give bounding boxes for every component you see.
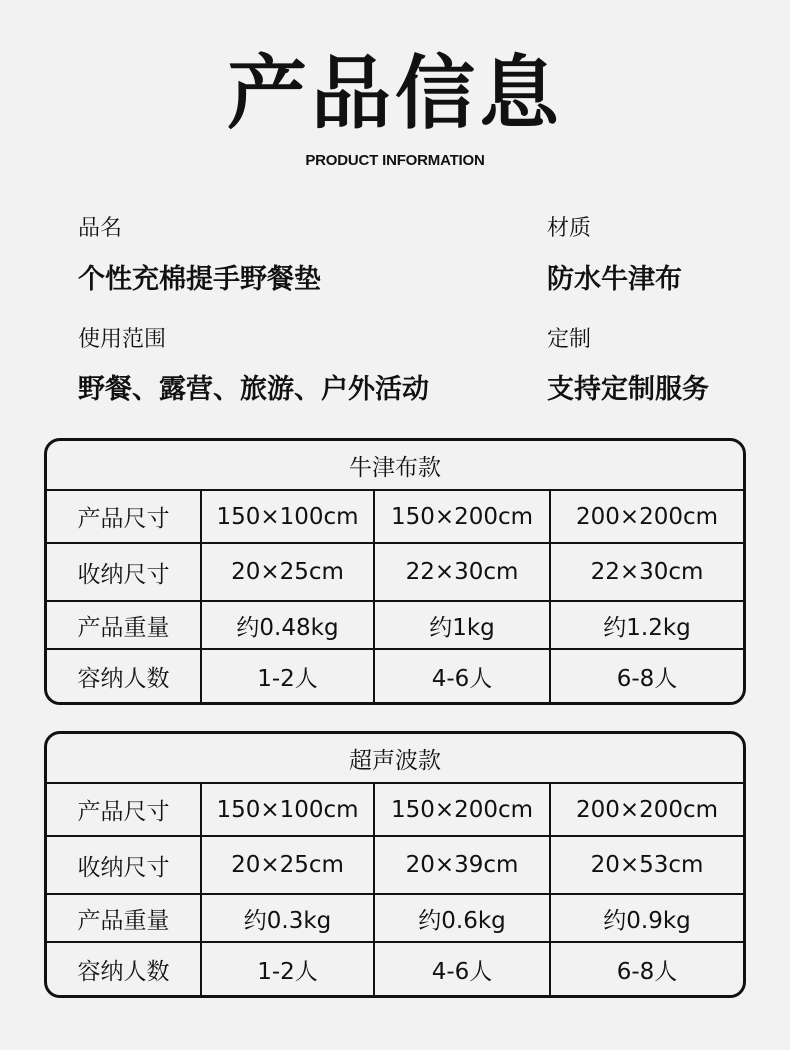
material-value: 防水牛津布 [547,264,682,295]
table-cell: 22×30cm [374,543,550,601]
table-cell: 22×30cm [550,543,743,601]
table-row [47,894,743,942]
table-cell: 约0.48kg [201,601,374,649]
table-caption: 牛津布款 [47,441,743,490]
row-label: 产品尺寸 [47,490,201,543]
row-label: 容纳人数 [47,942,201,995]
row-label: 产品重量 [47,601,201,649]
table-cell: 150×200cm [374,783,550,836]
table-cell: 约0.6kg [374,894,550,942]
product-name-label: 品名 [78,216,123,241]
table-cell: 1-2人 [201,942,374,995]
customization-label: 定制 [547,327,592,352]
table-row [47,783,743,836]
table-row [47,942,743,995]
customization-value: 支持定制服务 [547,374,709,405]
table-cell: 150×200cm [374,490,550,543]
usage-label: 使用范围 [78,327,167,352]
table-cell: 6-8人 [550,942,743,995]
row-label: 收纳尺寸 [47,543,201,601]
table-cell: 200×200cm [550,490,743,543]
table-cell: 约1.2kg [550,601,743,649]
page-title: 产品信息 [227,47,563,140]
row-label: 容纳人数 [47,649,201,702]
usage-value: 野餐、露营、旅游、户外活动 [78,374,429,405]
spec-table-oxford [44,438,746,705]
table-cell: 1-2人 [201,649,374,702]
row-label: 产品尺寸 [47,783,201,836]
table-row [47,543,743,601]
spec-table-ultrasonic [44,731,746,998]
page-subtitle: PRODUCT INFORMATION [305,152,485,169]
table-row [47,601,743,649]
table-cell: 4-6人 [374,942,550,995]
table-cell: 20×53cm [550,836,743,894]
table-row [47,649,743,702]
product-name-value: 个性充棉提手野餐垫 [78,264,321,295]
table-cell: 6-8人 [550,649,743,702]
table-cell: 20×39cm [374,836,550,894]
table-cell: 约1kg [374,601,550,649]
table-cell: 200×200cm [550,783,743,836]
table-cell: 4-6人 [374,649,550,702]
row-label: 收纳尺寸 [47,836,201,894]
material-label: 材质 [547,216,592,241]
table-cell: 20×25cm [201,836,374,894]
row-label: 产品重量 [47,894,201,942]
table-cell: 20×25cm [201,543,374,601]
table-cell: 150×100cm [201,783,374,836]
table-cell: 约0.9kg [550,894,743,942]
table-caption: 超声波款 [47,734,743,783]
table-cell: 150×100cm [201,490,374,543]
table-row [47,490,743,543]
table-row [47,836,743,894]
table-cell: 约0.3kg [201,894,374,942]
